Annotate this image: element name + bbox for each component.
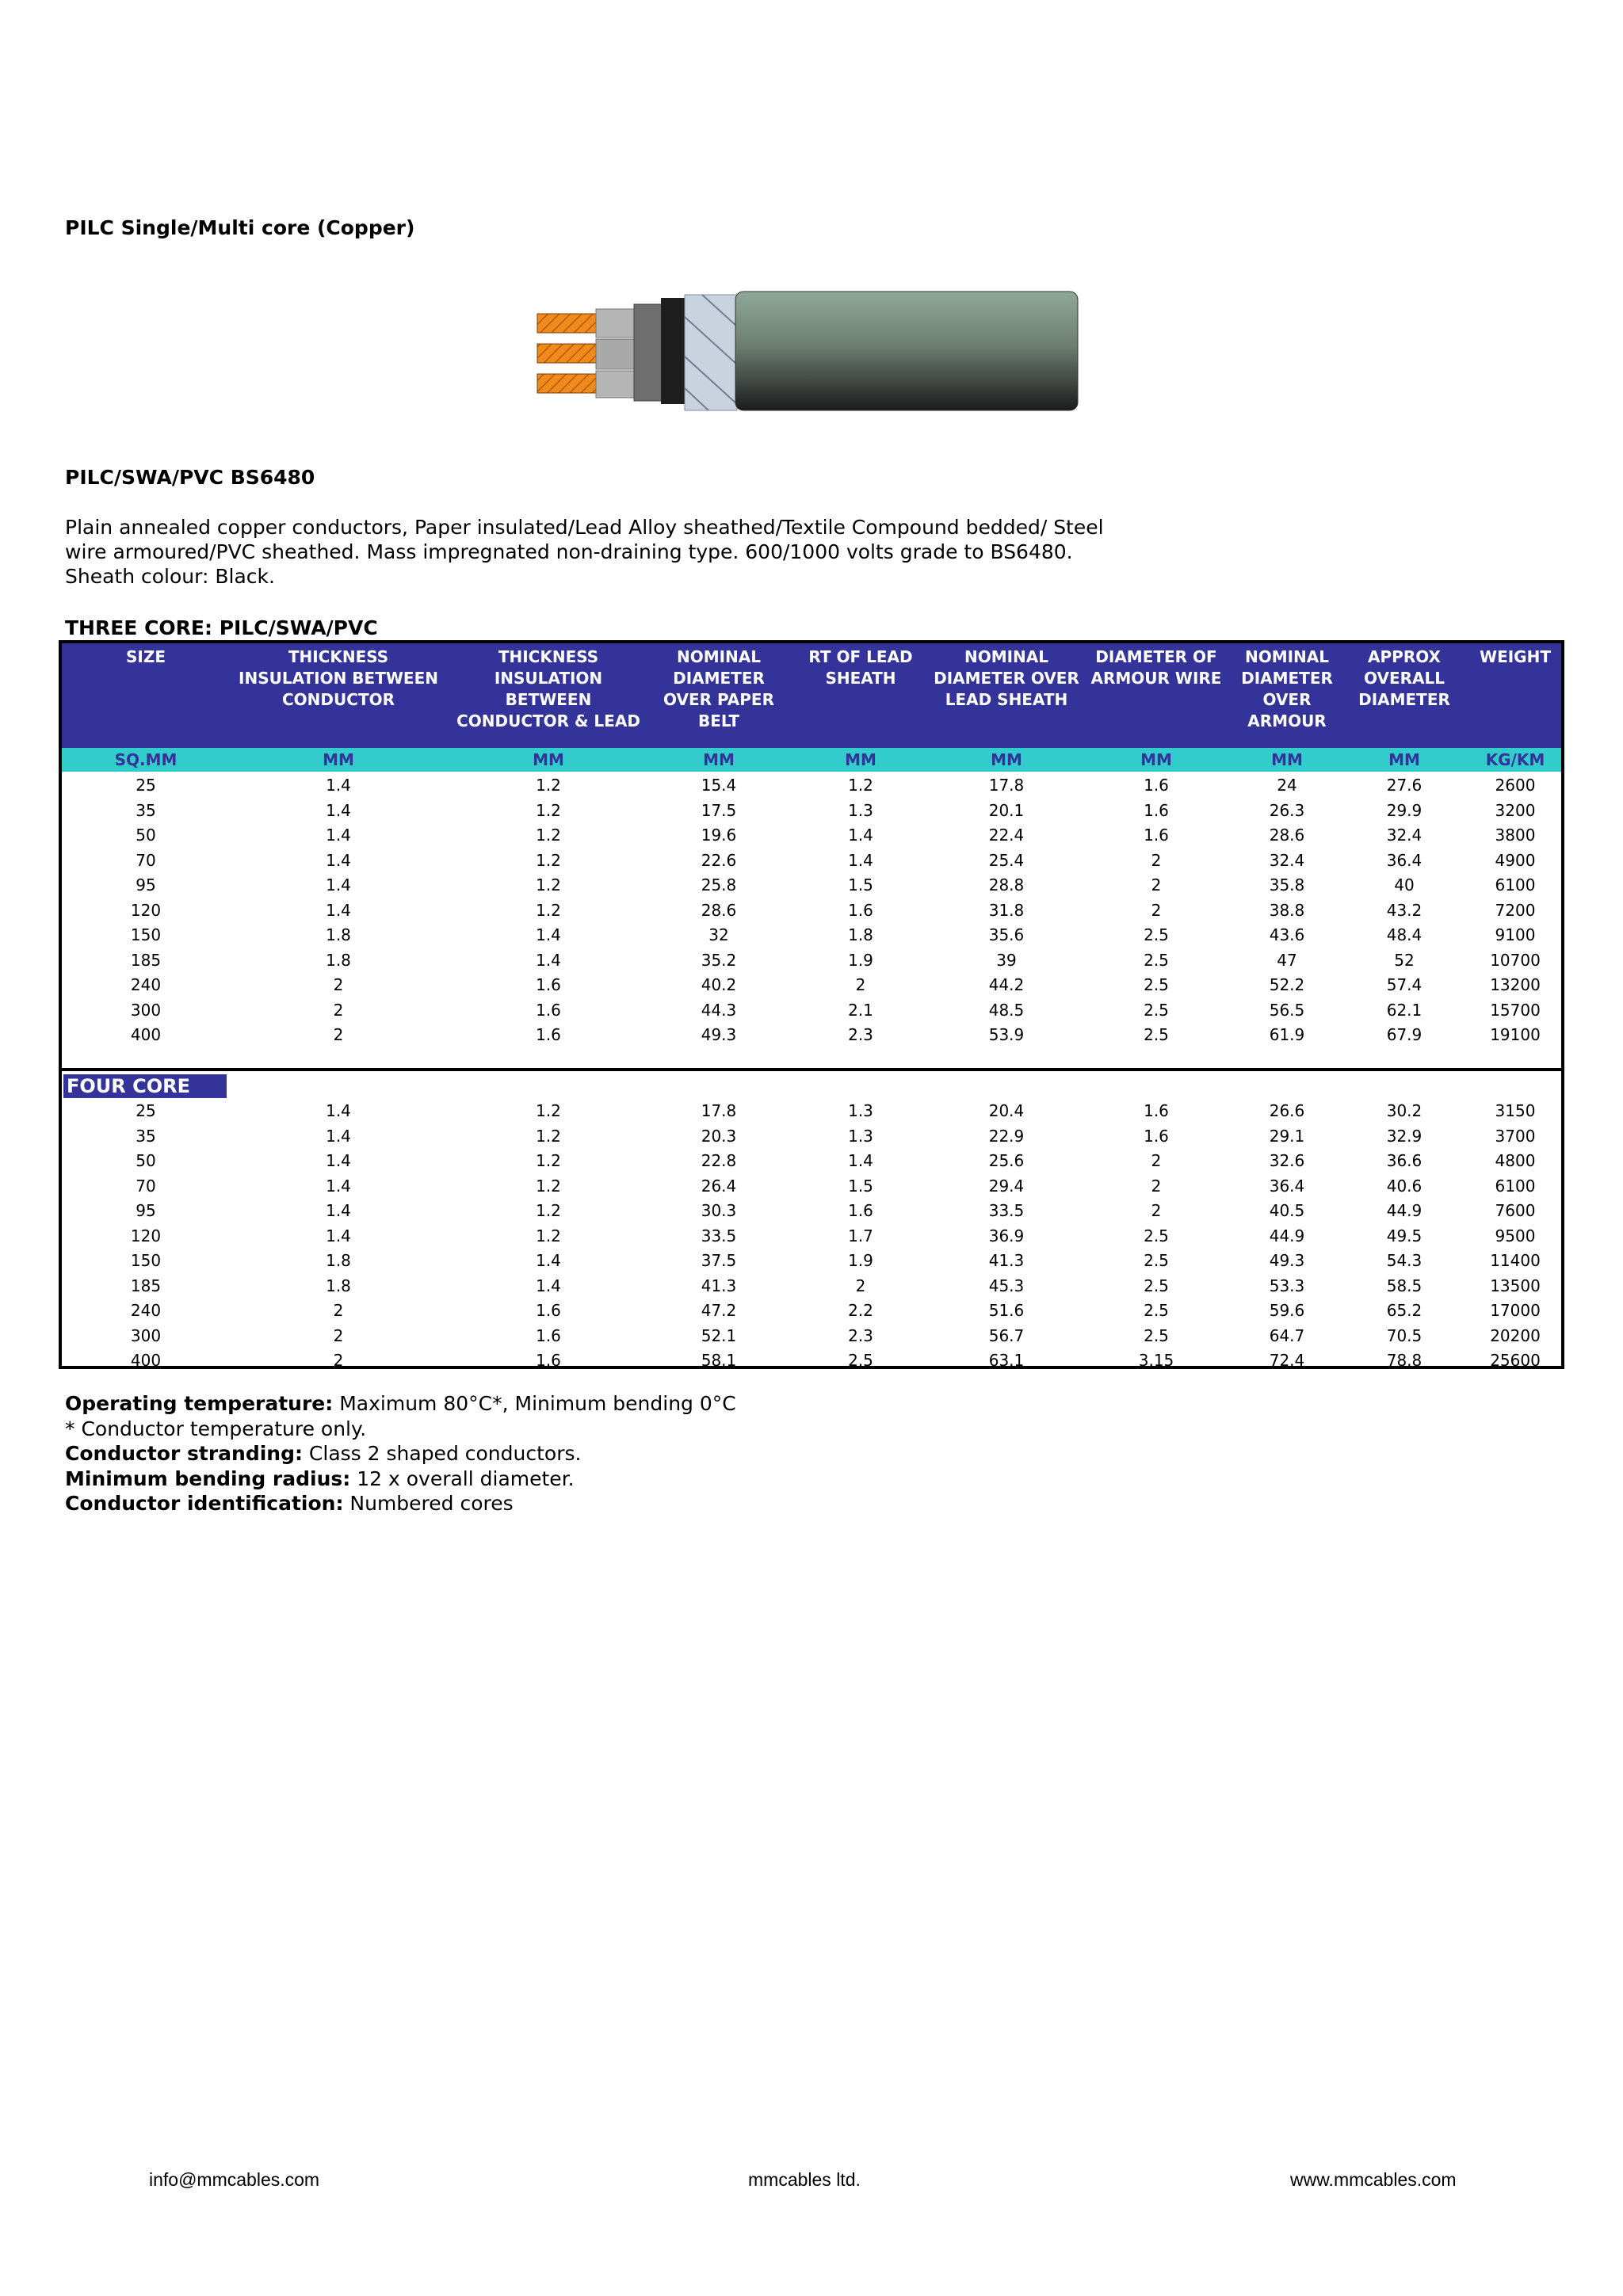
product-description [65, 515, 1174, 589]
table-cell: 50 [136, 1151, 156, 1170]
column-unit: MM [1388, 750, 1420, 769]
table-cell: 1.2 [536, 800, 561, 820]
table-cell: 1.8 [848, 925, 873, 944]
table-cell: 1.2 [536, 1151, 561, 1170]
table-cell: 13200 [1490, 975, 1541, 994]
table-row [62, 948, 1561, 974]
table-cell: 1.2 [848, 776, 873, 795]
table-cell: 17.8 [988, 776, 1025, 795]
table-cell: 1.4 [326, 875, 351, 894]
table-cell: 1.6 [536, 1351, 561, 1370]
table-cell: 32.4 [1269, 850, 1305, 870]
table-cell: 1.2 [536, 850, 561, 870]
table-cell: 2.5 [1144, 1301, 1169, 1320]
table-cell: 300 [130, 1325, 162, 1345]
table-cell: 44.9 [1386, 1201, 1423, 1220]
table-cell: 45.3 [988, 1276, 1025, 1295]
column-header: RT OF LEAD SHEATH [808, 647, 913, 688]
table-cell: 10700 [1490, 950, 1541, 970]
table-row [62, 1174, 1561, 1199]
column-unit: MM [845, 750, 876, 769]
table-cell: 38.8 [1269, 900, 1305, 920]
column-header: APPROX OVERALL DIAMETER [1358, 647, 1450, 709]
table-cell: 54.3 [1386, 1251, 1423, 1270]
table-cell: 32 [708, 925, 729, 944]
table-cell: 120 [130, 1226, 162, 1245]
table-cell: 1.4 [326, 776, 351, 795]
table-cell: 56.5 [1269, 1000, 1305, 1020]
table-cell: 28.6 [1269, 826, 1305, 845]
note-label: Operating temperature: [65, 1392, 334, 1415]
table-cell: 1.4 [326, 1226, 351, 1245]
note-value: 12 x overall diameter. [350, 1466, 575, 1490]
table-cell: 53.3 [1269, 1276, 1305, 1295]
table-cell: 30.3 [701, 1201, 737, 1220]
table-cell: 52.1 [701, 1325, 737, 1345]
table-cell: 1.5 [848, 875, 873, 894]
table-cell: 1.9 [848, 1251, 873, 1270]
table-cell: 1.4 [848, 1151, 873, 1170]
table-cell: 3150 [1495, 1101, 1536, 1120]
table-cell: 35 [136, 1126, 156, 1146]
table-cell: 1.4 [326, 1126, 351, 1146]
table-cell: 2.3 [848, 1325, 873, 1345]
table-cell: 185 [130, 950, 162, 970]
table-cell: 1.4 [326, 1151, 351, 1170]
table-cell: 20.4 [988, 1101, 1025, 1120]
table-cell: 1.8 [326, 1251, 351, 1270]
table-cell: 25 [136, 776, 156, 795]
table-cell: 11400 [1490, 1251, 1541, 1270]
table-cell: 2 [855, 1276, 866, 1295]
product-code-heading: PILC/SWA/PVC BS6480 [65, 466, 315, 489]
page-title: PILC Single/Multi core (Copper) [65, 216, 415, 239]
table-cell: 1.6 [1144, 776, 1169, 795]
table-cell: 2.5 [1144, 925, 1169, 944]
table-cell: 67.9 [1386, 1025, 1423, 1044]
column-unit: MM [533, 750, 564, 769]
table-cell: 9500 [1495, 1226, 1536, 1245]
table-cell: 70.5 [1386, 1325, 1423, 1345]
table-cell: 9100 [1495, 925, 1536, 944]
table-row [62, 1199, 1561, 1224]
table-cell: 1.7 [848, 1226, 873, 1245]
table-row [62, 773, 1561, 799]
table-cell: 58.5 [1386, 1276, 1423, 1295]
table-cell: 47.2 [701, 1301, 737, 1320]
table-cell: 49.5 [1386, 1226, 1423, 1245]
table-row [62, 849, 1561, 874]
table-cell: 3.15 [1138, 1351, 1174, 1370]
table-cell: 28.6 [701, 900, 737, 920]
table-cell: 37.5 [701, 1251, 737, 1270]
table-cell: 17.5 [701, 800, 737, 820]
table-cell: 40 [1394, 875, 1415, 894]
table-cell: 95 [136, 1201, 156, 1220]
column-unit: SQ.MM [114, 750, 178, 769]
table-row [62, 1299, 1561, 1324]
table-cell: 29.1 [1269, 1126, 1305, 1146]
table-cell: 58.1 [701, 1351, 737, 1370]
column-unit: MM [991, 750, 1022, 769]
table-cell: 1.6 [1144, 1126, 1169, 1146]
note-value: Maximum 80°C*, Minimum bending 0°C [333, 1392, 736, 1415]
table-cell: 1.4 [848, 826, 873, 845]
table-cell: 32.9 [1386, 1126, 1423, 1146]
section-divider [62, 1068, 1561, 1071]
table-cell: 1.3 [848, 800, 873, 820]
table-cell: 2.5 [1144, 950, 1169, 970]
table-cell: 2 [1151, 900, 1162, 920]
table-cell: 62.1 [1386, 1000, 1423, 1020]
table-row [62, 1324, 1561, 1349]
table-cell: 2.3 [848, 1025, 873, 1044]
table-row [62, 823, 1561, 849]
table-cell: 20200 [1490, 1325, 1541, 1345]
identification-note [65, 1491, 736, 1516]
table-cell: 35.6 [988, 925, 1025, 944]
table-cell: 1.6 [848, 900, 873, 920]
column-unit: MM [703, 750, 735, 769]
table-cell: 2 [333, 1325, 344, 1345]
description-line: Sheath colour: Black. [65, 565, 275, 588]
table-cell: 1.4 [326, 1101, 351, 1120]
column-header: THICKNESS INSULATION BETWEEN CONDUCTOR [239, 647, 438, 709]
table-cell: 1.6 [1144, 826, 1169, 845]
table-cell: 29.4 [988, 1176, 1025, 1196]
description-line: wire armoured/PVC sheathed. Mass impregnated non-draining type. 600/1000 volts grade to BS6480. [65, 540, 1073, 563]
table-cell: 65.2 [1386, 1301, 1423, 1320]
footer-company: mmcables ltd. [748, 2169, 861, 2190]
table-cell: 19100 [1490, 1025, 1541, 1044]
column-header: NOMINAL DIAMETER OVER PAPER BELT [663, 647, 774, 730]
table-cell: 41.3 [701, 1276, 737, 1295]
table-cell: 6100 [1495, 875, 1536, 894]
table-cell: 1.4 [536, 925, 561, 944]
table-cell: 1.4 [326, 900, 351, 920]
table-cell: 1.6 [1144, 1101, 1169, 1120]
table-cell: 1.6 [1144, 800, 1169, 820]
table-row [62, 898, 1561, 924]
table-cell: 26.3 [1269, 800, 1305, 820]
table-cell: 1.6 [848, 1201, 873, 1220]
table-cell: 35 [136, 800, 156, 820]
table-cell: 22.9 [988, 1126, 1025, 1146]
table-cell: 47 [1277, 950, 1297, 970]
table-cell: 2 [1151, 850, 1162, 870]
table-cell: 1.2 [536, 1201, 561, 1220]
footnote: * Conductor temperature only. [65, 1417, 367, 1440]
column-unit: MM [1271, 750, 1303, 769]
table-cell: 7600 [1495, 1201, 1536, 1220]
table-row [62, 1224, 1561, 1249]
table-cell: 13500 [1490, 1276, 1541, 1295]
table-cell: 31.8 [988, 900, 1025, 920]
table-cell: 4800 [1495, 1151, 1536, 1170]
table-cell: 44.3 [701, 1000, 737, 1020]
table-cell: 120 [130, 900, 162, 920]
table-cell: 1.8 [326, 925, 351, 944]
table-cell: 52 [1394, 950, 1415, 970]
table-cell: 70 [136, 1176, 156, 1196]
table-cell: 1.4 [326, 1201, 351, 1220]
table-row [62, 973, 1561, 998]
description-line: Plain annealed copper conductors, Paper insulated/Lead Alloy sheathed/Textile Compound bedded/ Steel [65, 516, 1104, 539]
table-cell: 2.5 [1144, 1025, 1169, 1044]
table-cell: 2 [1151, 1201, 1162, 1220]
table-cell: 2.5 [1144, 1276, 1169, 1295]
table-cell: 1.4 [326, 850, 351, 870]
table-cell: 27.6 [1386, 776, 1423, 795]
table-cell: 2.2 [848, 1301, 873, 1320]
column-unit: MM [323, 750, 354, 769]
table-row [62, 799, 1561, 824]
table-cell: 240 [130, 1301, 162, 1320]
table-cell: 1.2 [536, 875, 561, 894]
table-cell: 56.7 [988, 1325, 1025, 1345]
column-header: WEIGHT [1480, 647, 1551, 666]
table-cell: 22.8 [701, 1151, 737, 1170]
table-row [62, 1023, 1561, 1048]
table-cell: 2.1 [848, 1000, 873, 1020]
table-cell: 61.9 [1269, 1025, 1305, 1044]
table-cell: 2 [333, 975, 344, 994]
table-cell: 400 [130, 1025, 162, 1044]
table-cell: 1.4 [536, 1276, 561, 1295]
table-cell: 70 [136, 850, 156, 870]
table-cell: 40.2 [701, 975, 737, 994]
table-cell: 36.9 [988, 1226, 1025, 1245]
table-cell: 17000 [1490, 1301, 1541, 1320]
table-cell: 1.6 [536, 1301, 561, 1320]
table-cell: 2.5 [1144, 1251, 1169, 1270]
note-value: Class 2 shaped conductors. [302, 1442, 582, 1465]
stranding-note [65, 1441, 736, 1466]
table-cell: 1.2 [536, 1101, 561, 1120]
table-cell: 3800 [1495, 826, 1536, 845]
table-cell: 1.6 [536, 1025, 561, 1044]
table-cell: 1.3 [848, 1126, 873, 1146]
table-cell: 150 [130, 925, 162, 944]
table-cell: 4900 [1495, 850, 1536, 870]
table-row [62, 1099, 1561, 1124]
table-cell: 1.9 [848, 950, 873, 970]
table-cell: 1.4 [326, 800, 351, 820]
table-cell: 36.4 [1386, 850, 1423, 870]
table-row [62, 1249, 1561, 1274]
table-cell: 1.2 [536, 776, 561, 795]
table-cell: 53.9 [988, 1025, 1025, 1044]
table-cell: 1.4 [536, 950, 561, 970]
table-cell: 150 [130, 1251, 162, 1270]
table-cell: 59.6 [1269, 1301, 1305, 1320]
column-header: NOMINAL DIAMETER OVER LEAD SHEATH [934, 647, 1079, 709]
table-cell: 44.9 [1269, 1226, 1305, 1245]
operating-temperature-note [65, 1391, 736, 1417]
table-cell: 52.2 [1269, 975, 1305, 994]
table-cell: 1.4 [326, 826, 351, 845]
table-cell: 24 [1277, 776, 1297, 795]
column-unit: MM [1140, 750, 1172, 769]
table-cell: 2.5 [848, 1351, 873, 1370]
table-cell: 25.6 [988, 1151, 1025, 1170]
table-cell: 78.8 [1386, 1351, 1423, 1370]
table-cell: 1.4 [536, 1251, 561, 1270]
table-row [62, 1274, 1561, 1299]
table-cell: 1.6 [536, 975, 561, 994]
table-cell: 33.5 [988, 1201, 1025, 1220]
table-cell: 1.2 [536, 1176, 561, 1196]
table-cell: 25600 [1490, 1351, 1541, 1370]
table-cell: 25 [136, 1101, 156, 1120]
table-cell: 50 [136, 826, 156, 845]
table-row [62, 1124, 1561, 1150]
table-cell: 2.5 [1144, 1226, 1169, 1245]
bending-radius-note [65, 1466, 736, 1492]
table-cell: 300 [130, 1000, 162, 1020]
note-label: Conductor stranding: [65, 1442, 303, 1465]
table-cell: 2 [855, 975, 866, 994]
table-cell: 1.6 [536, 1000, 561, 1020]
table-cell: 26.6 [1269, 1101, 1305, 1120]
table-cell: 2 [1151, 1176, 1162, 1196]
table-cell: 2 [1151, 875, 1162, 894]
table-row [62, 1348, 1561, 1374]
table-cell: 35.2 [701, 950, 737, 970]
table-cell: 15700 [1490, 1000, 1541, 1020]
table-row [62, 923, 1561, 948]
table-cell: 19.6 [701, 826, 737, 845]
table-cell: 20.1 [988, 800, 1025, 820]
table-cell: 1.3 [848, 1101, 873, 1120]
table-cell: 48.4 [1386, 925, 1423, 944]
table-cell: 1.8 [326, 1276, 351, 1295]
table-row [62, 1149, 1561, 1174]
table-cell: 2 [333, 1000, 344, 1020]
table-cell: 2.5 [1144, 975, 1169, 994]
table-cell: 1.2 [536, 826, 561, 845]
table-cell: 51.6 [988, 1301, 1025, 1320]
table-cell: 33.5 [701, 1226, 737, 1245]
table-cell: 95 [136, 875, 156, 894]
footer-website[interactable]: www.mmcables.com [1290, 2169, 1457, 2190]
table-cell: 1.6 [536, 1325, 561, 1345]
table-cell: 2 [333, 1351, 344, 1370]
table-row [62, 873, 1561, 898]
four-core-title: FOUR CORE [63, 1074, 227, 1098]
table-cell: 49.3 [1269, 1251, 1305, 1270]
table-cell: 17.8 [701, 1101, 737, 1120]
table-cell: 35.8 [1269, 875, 1305, 894]
three-core-title: THREE CORE: PILC/SWA/PVC [65, 616, 378, 639]
column-header: NOMINAL DIAMETER OVER ARMOUR [1241, 647, 1333, 730]
cable-specification-table [59, 640, 1564, 1369]
table-cell: 40.6 [1386, 1176, 1423, 1196]
table-cell: 20.3 [701, 1126, 737, 1146]
column-unit: KG/KM [1485, 750, 1545, 769]
table-cell: 49.3 [701, 1025, 737, 1044]
cable-cross-section-illustration [531, 285, 1086, 420]
table-cell: 22.6 [701, 850, 737, 870]
table-cell: 26.4 [701, 1176, 737, 1196]
table-cell: 43.2 [1386, 900, 1423, 920]
table-cell: 1.4 [848, 850, 873, 870]
table-cell: 3200 [1495, 800, 1536, 820]
table-cell: 240 [130, 975, 162, 994]
table-cell: 44.2 [988, 975, 1025, 994]
table-cell: 36.4 [1269, 1176, 1305, 1196]
table-cell: 6100 [1495, 1176, 1536, 1196]
table-cell: 28.8 [988, 875, 1025, 894]
column-header: DIAMETER OF ARMOUR WIRE [1090, 647, 1222, 688]
table-cell: 2.5 [1144, 1325, 1169, 1345]
note-label: Conductor identification: [65, 1492, 344, 1515]
table-cell: 7200 [1495, 900, 1536, 920]
table-cell: 36.6 [1386, 1151, 1423, 1170]
table-cell: 30.2 [1386, 1101, 1423, 1120]
table-cell: 57.4 [1386, 975, 1423, 994]
column-header: SIZE [125, 647, 166, 666]
table-cell: 2600 [1495, 776, 1536, 795]
table-cell: 25.8 [701, 875, 737, 894]
table-cell: 64.7 [1269, 1325, 1305, 1345]
table-cell: 40.5 [1269, 1201, 1305, 1220]
table-cell: 63.1 [988, 1351, 1025, 1370]
table-cell: 1.5 [848, 1176, 873, 1196]
table-cell: 32.6 [1269, 1151, 1305, 1170]
table-cell: 1.2 [536, 1226, 561, 1245]
table-cell: 1.8 [326, 950, 351, 970]
table-cell: 185 [130, 1276, 162, 1295]
table-cell: 3700 [1495, 1126, 1536, 1146]
column-header: THICKNESS INSULATION BETWEEN CONDUCTOR & LEAD [456, 647, 640, 730]
table-cell: 72.4 [1269, 1351, 1305, 1370]
note-label: Minimum bending radius: [65, 1466, 351, 1490]
cable-notes [65, 1391, 736, 1516]
table-cell: 400 [130, 1351, 162, 1370]
footer-email[interactable]: info@mmcables.com [149, 2169, 320, 2190]
table-cell: 48.5 [988, 1000, 1025, 1020]
table-cell: 2 [1151, 1151, 1162, 1170]
note-value: Numbered cores [343, 1492, 514, 1515]
table-row [62, 998, 1561, 1024]
table-cell: 2 [333, 1025, 344, 1044]
table-cell: 2.5 [1144, 1000, 1169, 1020]
table-cell: 2 [333, 1301, 344, 1320]
table-cell: 15.4 [701, 776, 737, 795]
table-cell: 41.3 [988, 1251, 1025, 1270]
table-cell: 1.4 [326, 1176, 351, 1196]
table-cell: 22.4 [988, 826, 1025, 845]
table-cell: 1.2 [536, 1126, 561, 1146]
table-cell: 1.2 [536, 900, 561, 920]
table-cell: 32.4 [1386, 826, 1423, 845]
table-cell: 29.9 [1386, 800, 1423, 820]
table-cell: 43.6 [1269, 925, 1305, 944]
table-cell: 25.4 [988, 850, 1025, 870]
table-cell: 39 [996, 950, 1017, 970]
